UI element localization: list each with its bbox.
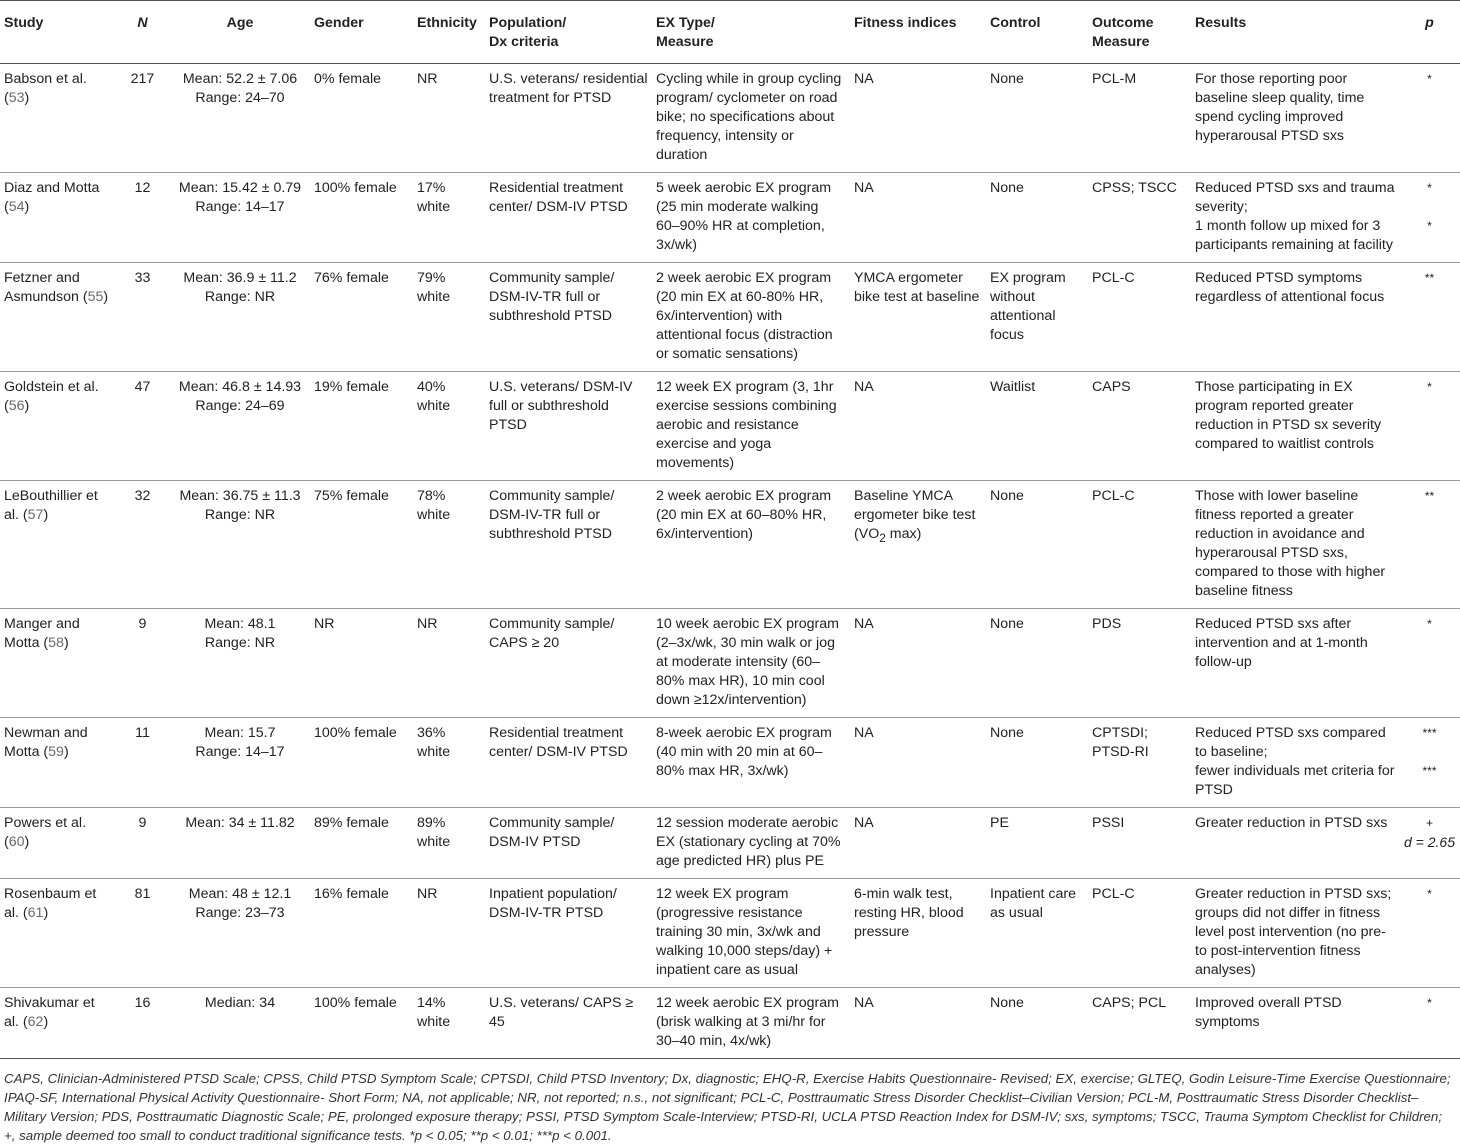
study-name: Goldstein et al. bbox=[4, 379, 99, 395]
header-population: Population/ Dx criteria bbox=[485, 1, 652, 64]
cell-results bbox=[1191, 173, 1399, 263]
cell-control: None bbox=[986, 609, 1088, 718]
table-row bbox=[0, 808, 1460, 879]
p-value: * bbox=[1427, 380, 1432, 394]
results-text: Reduced PTSD sxs and trauma severity; bbox=[1195, 180, 1395, 215]
results-text: Reduced PTSD sxs after intervention and at 1-month follow-up bbox=[1195, 616, 1368, 670]
cell-ex-type: 10 week aerobic EX program (2–3x/wk, 30 min walk or jog at moderate intensity (60–80% max HR), 10 min cool down ≥12x/intervention) bbox=[652, 609, 850, 718]
table-row bbox=[0, 718, 1460, 808]
cell-control: Waitlist bbox=[986, 372, 1088, 481]
cell-ethnicity: 40% white bbox=[413, 372, 485, 481]
cell-results bbox=[1191, 64, 1399, 173]
cell-population: Community sample/ DSM-IV-TR full or subthreshold PTSD bbox=[485, 481, 652, 609]
cell-control: None bbox=[986, 718, 1088, 808]
age-range: Range: NR bbox=[204, 507, 276, 523]
cell-outcome: PCL-C bbox=[1088, 481, 1191, 609]
cell-fitness: NA bbox=[850, 372, 986, 481]
age-range: Range: 14–17 bbox=[195, 199, 285, 215]
age-range: Range: NR bbox=[204, 635, 276, 651]
study-ref: 62 bbox=[27, 1014, 44, 1030]
results-text: Greater reduction in PTSD sxs bbox=[1195, 815, 1388, 831]
cell-results bbox=[1191, 372, 1399, 481]
header-row bbox=[0, 1, 1460, 64]
cell-outcome: PSSI bbox=[1088, 808, 1191, 879]
cell-outcome: PCL-C bbox=[1088, 879, 1191, 988]
cell-age bbox=[170, 808, 310, 879]
p-value: ** bbox=[1424, 489, 1435, 503]
cell-control: EX program without attentional focus bbox=[986, 263, 1088, 372]
results-text: Reduced PTSD symptoms regardless of attentional focus bbox=[1195, 270, 1385, 305]
cell-population: Residential treatment center/ DSM-IV PTSD bbox=[485, 173, 652, 263]
p-value: * bbox=[1427, 181, 1432, 195]
cell-population: Community sample/ CAPS ≥ 20 bbox=[485, 609, 652, 718]
cell-study: LeBouthillier et al. (57) bbox=[0, 481, 115, 609]
cell-study: Babson et al. (53) bbox=[0, 64, 115, 173]
cell-results bbox=[1191, 263, 1399, 372]
cell-ex-type: Cycling while in group cycling program/ cyclometer on road bike; no specifications about frequency, intensity or duration bbox=[652, 64, 850, 173]
cell-p bbox=[1399, 173, 1460, 263]
cell-ethnicity: 14% white bbox=[413, 988, 485, 1059]
cell-ethnicity: 89% white bbox=[413, 808, 485, 879]
cell-age bbox=[170, 988, 310, 1059]
header-p: p bbox=[1399, 1, 1460, 64]
age-mean: Mean: 52.2 ± 7.06 bbox=[182, 71, 298, 87]
cell-age bbox=[170, 263, 310, 372]
study-ref: 57 bbox=[27, 507, 44, 523]
cell-control: None bbox=[986, 173, 1088, 263]
header-n: N bbox=[115, 1, 170, 64]
cell-study: Shivakumar et al. (62) bbox=[0, 988, 115, 1059]
cell-age bbox=[170, 64, 310, 173]
results-text: Greater reduction in PTSD sxs; groups did not differ in fitness level post intervention (no pre- to post-intervention fitness analyses) bbox=[1195, 886, 1392, 978]
table-footnote: CAPS, Clinician-Administered PTSD Scale; CPSS, Child PTSD Symptom Scale; CPTSDI, Child PTSD Inventory; Dx, diagnostic; EHQ-R, Exercise Habits Questionnaire- Revised; EX, exercise; GLTEQ, Godin Leisure-Time Exercise Questionnaire; IPAQ-SF, International Physical Activity Questionnaire- Short Form; NA, not applicable; NR, not reported; n.s., not significant; PCL-C, Posttraumatic Stress Disorder Checklist–Civilian Version; PCL-M, Posttraumatic Stress Disorder Checklist–Military Version; PDS, Posttraumatic Diagnostic Scale; PE, prolonged exposure therapy; PSSI, PTSD Symptom Scale-Interview; PTSD-RI, UCLA PTSD Reaction Index for DSM-IV; sxs, symptoms; TSCC, Trauma Symptom Checklist for Children; +, sample deemed too small to conduct traditional significance tests. *p < 0.05; **p < 0.01; ***p < 0.001. bbox=[4, 1071, 1451, 1143]
cell-population: Community sample/ DSM-IV PTSD bbox=[485, 808, 652, 879]
table-row bbox=[0, 173, 1460, 263]
cell-outcome: CAPS; PCL bbox=[1088, 988, 1191, 1059]
study-ref: 61 bbox=[27, 905, 44, 921]
cell-gender: 100% female bbox=[310, 988, 413, 1059]
age-range: Range: NR bbox=[204, 289, 276, 305]
study-ref: 56 bbox=[8, 398, 25, 414]
cell-ex-type: 12 week aerobic EX program (brisk walking at 3 mi/hr for 30–40 min, 4x/wk) bbox=[652, 988, 850, 1059]
header-control: Control bbox=[986, 1, 1088, 64]
cell-gender: 100% female bbox=[310, 173, 413, 263]
cell-ethnicity: NR bbox=[413, 609, 485, 718]
study-name: Fetzner and Asmundson bbox=[4, 270, 80, 305]
study-ref: 55 bbox=[87, 289, 104, 305]
cell-n: 32 bbox=[115, 481, 170, 609]
age-mean: Mean: 36.9 ± 11.2 bbox=[183, 270, 297, 286]
cell-study: Fetzner and Asmundson (55) bbox=[0, 263, 115, 372]
cell-p bbox=[1399, 988, 1460, 1059]
cell-p bbox=[1399, 64, 1460, 173]
cell-age bbox=[170, 609, 310, 718]
cell-population: Residential treatment center/ DSM-IV PTSD bbox=[485, 718, 652, 808]
cell-gender: 16% female bbox=[310, 879, 413, 988]
table-row bbox=[0, 988, 1460, 1059]
cell-results bbox=[1191, 879, 1399, 988]
cell-p bbox=[1399, 718, 1460, 808]
results-text-2: 1 month follow up mixed for 3 participants remaining at facility bbox=[1195, 218, 1393, 253]
header-fitness: Fitness indices bbox=[850, 1, 986, 64]
cell-age bbox=[170, 718, 310, 808]
cell-p bbox=[1399, 263, 1460, 372]
header-study: Study bbox=[0, 1, 115, 64]
p-value-2: * bbox=[1427, 219, 1432, 233]
cell-gender: 100% female bbox=[310, 718, 413, 808]
cell-fitness: NA bbox=[850, 64, 986, 173]
cell-fitness: NA bbox=[850, 988, 986, 1059]
age-range: Range: 14–17 bbox=[195, 744, 285, 760]
cell-ex-type: 8-week aerobic EX program (40 min with 20 min at 60–80% max HR, 3x/wk) bbox=[652, 718, 850, 808]
p-value: * bbox=[1427, 617, 1432, 631]
fitness-tail: max) bbox=[885, 526, 922, 542]
p-value: + bbox=[1425, 816, 1433, 830]
cell-results bbox=[1191, 609, 1399, 718]
cell-population: U.S. veterans/ residential treatment for PTSD bbox=[485, 64, 652, 173]
cell-n: 16 bbox=[115, 988, 170, 1059]
results-text: Improved overall PTSD symptoms bbox=[1195, 995, 1342, 1030]
age-mean: Mean: 15.7 bbox=[204, 725, 276, 741]
cell-outcome: CAPS bbox=[1088, 372, 1191, 481]
age-mean: Mean: 48 ± 12.1 bbox=[188, 886, 292, 902]
cell-ethnicity: NR bbox=[413, 64, 485, 173]
cell-ex-type: 2 week aerobic EX program (20 min EX at 60-80% HR, 6x/intervention) with attentional focus (distraction or somatic sensations) bbox=[652, 263, 850, 372]
study-name: Shivakumar et al. bbox=[4, 995, 95, 1030]
cell-fitness: 6-min walk test, resting HR, blood pressure bbox=[850, 879, 986, 988]
cell-p bbox=[1399, 879, 1460, 988]
cell-n: 47 bbox=[115, 372, 170, 481]
cell-gender: 75% female bbox=[310, 481, 413, 609]
cell-ethnicity: 36% white bbox=[413, 718, 485, 808]
study-name: LeBouthillier et al. bbox=[4, 488, 98, 523]
header-results: Results bbox=[1191, 1, 1399, 64]
cell-study: Powers et al. (60) bbox=[0, 808, 115, 879]
table-row bbox=[0, 481, 1460, 609]
cell-control: None bbox=[986, 481, 1088, 609]
study-ref: 54 bbox=[8, 199, 25, 215]
study-name: Rosenbaum et al. bbox=[4, 886, 97, 921]
study-name: Newman and Motta bbox=[4, 725, 88, 760]
cell-control: None bbox=[986, 988, 1088, 1059]
cell-ethnicity: 78% white bbox=[413, 481, 485, 609]
cell-fitness: NA bbox=[850, 808, 986, 879]
cell-study: Manger and Motta (58) bbox=[0, 609, 115, 718]
cell-gender: 89% female bbox=[310, 808, 413, 879]
study-ref: 60 bbox=[8, 834, 25, 850]
p-value: * bbox=[1427, 72, 1432, 86]
p-value-2: *** bbox=[1422, 764, 1437, 778]
cell-outcome: CPTSDI; PTSD-RI bbox=[1088, 718, 1191, 808]
cell-n: 33 bbox=[115, 263, 170, 372]
cell-ex-type: 12 week EX program (progressive resistance training 30 min, 3x/wk and walking 10,000 steps/day) + inpatient care as usual bbox=[652, 879, 850, 988]
age-mean: Median: 34 bbox=[204, 995, 276, 1011]
cell-ex-type: 5 week aerobic EX program (25 min moderate walking 60–90% HR at completion, 3x/wk) bbox=[652, 173, 850, 263]
cell-ex-type: 12 week EX program (3, 1hr exercise sessions combining aerobic and resistance exercise and yoga movements) bbox=[652, 372, 850, 481]
cell-p bbox=[1399, 808, 1460, 879]
cell-n: 9 bbox=[115, 808, 170, 879]
cell-p bbox=[1399, 609, 1460, 718]
cell-gender: 0% female bbox=[310, 64, 413, 173]
cell-gender: NR bbox=[310, 609, 413, 718]
p-value: *** bbox=[1422, 726, 1437, 740]
cell-gender: 19% female bbox=[310, 372, 413, 481]
cell-p bbox=[1399, 481, 1460, 609]
table-row bbox=[0, 64, 1460, 173]
cell-ethnicity: 79% white bbox=[413, 263, 485, 372]
cell-gender: 76% female bbox=[310, 263, 413, 372]
age-mean: Mean: 34 ± 11.82 bbox=[185, 815, 295, 831]
cell-control: Inpatient care as usual bbox=[986, 879, 1088, 988]
cell-study: Rosenbaum et al. (61) bbox=[0, 879, 115, 988]
results-text: For those reporting poor baseline sleep quality, time spend cycling improved hyperarousal PTSD sxs bbox=[1195, 71, 1365, 144]
table-row bbox=[0, 263, 1460, 372]
header-outcome: Outcome Measure bbox=[1088, 1, 1191, 64]
cell-n: 217 bbox=[115, 64, 170, 173]
cell-population: Inpatient population/ DSM-IV-TR PTSD bbox=[485, 879, 652, 988]
cell-age bbox=[170, 372, 310, 481]
study-ref: 59 bbox=[48, 744, 64, 760]
cell-population: U.S. veterans/ CAPS ≥ 45 bbox=[485, 988, 652, 1059]
age-mean: Mean: 46.8 ± 14.93 bbox=[178, 379, 302, 395]
cell-ethnicity: NR bbox=[413, 879, 485, 988]
header-gender: Gender bbox=[310, 1, 413, 64]
study-name: Diaz and Motta bbox=[4, 180, 100, 196]
cell-population: U.S. veterans/ DSM-IV full or subthreshold PTSD bbox=[485, 372, 652, 481]
cell-ethnicity: 17% white bbox=[413, 173, 485, 263]
cell-age bbox=[170, 173, 310, 263]
table-row bbox=[0, 609, 1460, 718]
age-mean: Mean: 36.75 ± 11.3 bbox=[179, 488, 301, 504]
cell-results bbox=[1191, 808, 1399, 879]
table-row bbox=[0, 879, 1460, 988]
p-value: ** bbox=[1424, 271, 1435, 285]
cell-n: 81 bbox=[115, 879, 170, 988]
header-age: Age bbox=[170, 1, 310, 64]
cell-outcome: PDS bbox=[1088, 609, 1191, 718]
cell-results bbox=[1191, 718, 1399, 808]
cell-ex-type: 12 session moderate aerobic EX (stationary cycling at 70% age predicted HR) plus PE bbox=[652, 808, 850, 879]
study-ref: 58 bbox=[48, 635, 64, 651]
cell-fitness: NA bbox=[850, 609, 986, 718]
age-range: Range: 24–70 bbox=[195, 90, 285, 106]
header-ex-type: EX Type/ Measure bbox=[652, 1, 850, 64]
cell-control: None bbox=[986, 64, 1088, 173]
table-body bbox=[0, 64, 1460, 1059]
cell-outcome: PCL-M bbox=[1088, 64, 1191, 173]
cell-results bbox=[1191, 988, 1399, 1059]
table-row bbox=[0, 372, 1460, 481]
cell-n: 9 bbox=[115, 609, 170, 718]
study-name: Babson et al. bbox=[4, 71, 87, 87]
study-name: Manger and Motta bbox=[4, 616, 80, 651]
cell-fitness: NA bbox=[850, 173, 986, 263]
p-value: * bbox=[1427, 887, 1432, 901]
cell-age bbox=[170, 879, 310, 988]
cell-study: Diaz and Motta (54) bbox=[0, 173, 115, 263]
cell-n: 11 bbox=[115, 718, 170, 808]
cell-fitness: NA bbox=[850, 718, 986, 808]
header-ethnicity: Ethnicity bbox=[413, 1, 485, 64]
results-text: Those with lower baseline fitness reported a greater reduction in avoidance and hyperarousal PTSD sxs, compared to those with higher baseline fitness bbox=[1195, 488, 1386, 599]
cell-study: Newman and Motta (59) bbox=[0, 718, 115, 808]
cell-results bbox=[1191, 481, 1399, 609]
age-range: Range: 23–73 bbox=[195, 905, 285, 921]
cell-outcome: PCL-C bbox=[1088, 263, 1191, 372]
cell-ex-type: 2 week aerobic EX program (20 min EX at 60–80% HR, 6x/intervention) bbox=[652, 481, 850, 609]
cell-fitness: YMCA ergometer bike test at baseline bbox=[850, 263, 986, 372]
cell-fitness bbox=[850, 481, 986, 609]
study-name: Powers et al. bbox=[4, 815, 87, 831]
cell-age bbox=[170, 481, 310, 609]
cell-control: PE bbox=[986, 808, 1088, 879]
p-value: * bbox=[1427, 996, 1432, 1010]
cell-outcome: CPSS; TSCC bbox=[1088, 173, 1191, 263]
cell-n: 12 bbox=[115, 173, 170, 263]
age-mean: Mean: 48.1 bbox=[204, 616, 276, 632]
cell-population: Community sample/ DSM-IV-TR full or subthreshold PTSD bbox=[485, 263, 652, 372]
age-mean: Mean: 15.42 ± 0.79 bbox=[178, 180, 302, 196]
results-text: Those participating in EX program reported greater reduction in PTSD sx severity compared to waitlist controls bbox=[1195, 379, 1382, 452]
effect-size: d = 2.65 bbox=[1404, 834, 1455, 850]
results-text: Reduced PTSD sxs compared to baseline; bbox=[1195, 725, 1386, 760]
results-text-2: fewer individuals met criteria for PTSD bbox=[1195, 763, 1395, 798]
fitness-sub: 2 bbox=[879, 530, 886, 545]
age-range: Range: 24–69 bbox=[195, 398, 285, 414]
cell-study: Goldstein et al. (56) bbox=[0, 372, 115, 481]
study-ref: 53 bbox=[8, 90, 25, 106]
fitness-text: Baseline YMCA ergometer bike test (VO bbox=[854, 488, 976, 542]
cell-p bbox=[1399, 372, 1460, 481]
